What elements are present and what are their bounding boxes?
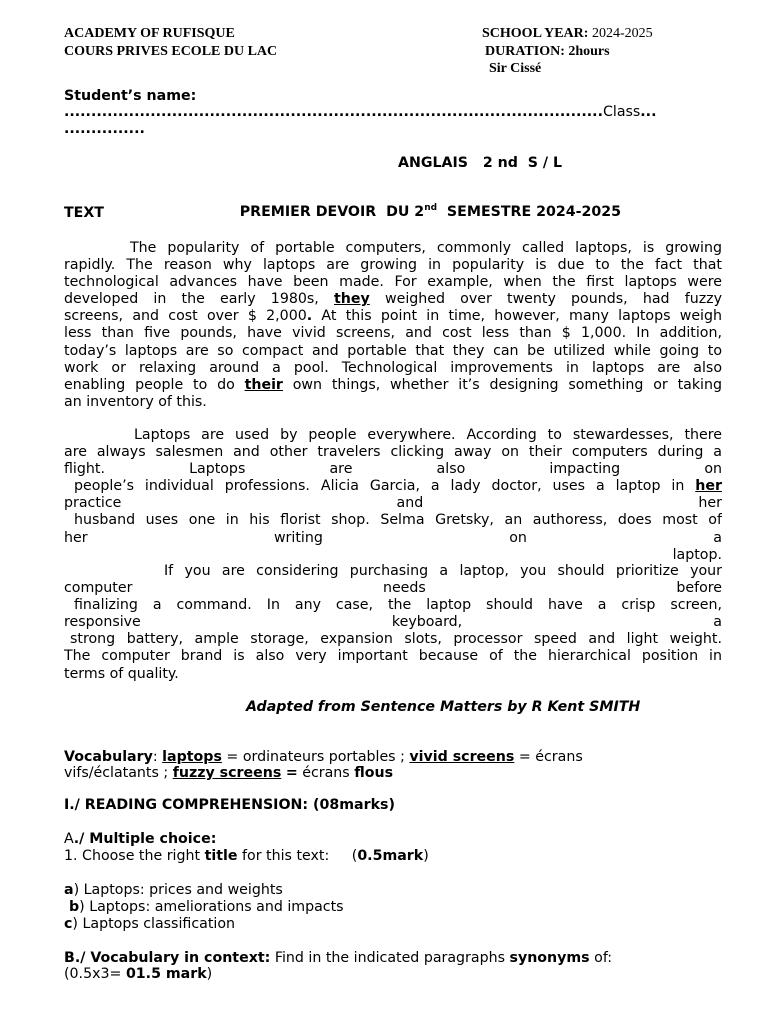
option-b-letter: b — [69, 899, 80, 915]
vocab-word-fuzzy-screens: fuzzy screens — [172, 765, 282, 781]
vocab-def-fuzzy-screens: écrans — [302, 765, 350, 781]
vocabulary-label: Vocabulary — [64, 749, 153, 765]
multiple-choice-heading: ./ Multiple choice: — [73, 831, 217, 847]
p3-line-7: terms of quality. — [64, 665, 179, 682]
option-a-letter: a — [64, 882, 74, 898]
vocabulary-in-context-heading: B./ Vocabulary in context: — [64, 950, 271, 966]
p2-line-7: her writing on a — [64, 529, 722, 546]
p3-line-1: If you are considering purchasing a laptop, you should prioritize your — [164, 563, 722, 579]
duration-value: 2hours — [568, 44, 610, 59]
vocabulary-line-2 — [64, 765, 393, 781]
academy-name: ACADEMY OF RUFISQUE — [64, 26, 235, 41]
p1-line-5 — [64, 308, 722, 325]
p1-line-4 — [64, 291, 722, 308]
p2-line-3: flight. Laptops are also impacting on — [64, 461, 722, 478]
student-name-dots: .................................................................................................... — [64, 104, 603, 120]
p1-line-4-start: developed in the early 1980s, — [64, 291, 319, 308]
option-c — [64, 916, 235, 932]
vocab-word-vivid-screens: vivid screens — [409, 749, 515, 765]
marks-close: ) — [206, 966, 213, 982]
school-year — [482, 26, 653, 42]
p2-line-5: practice and her — [64, 495, 722, 512]
vocab-def-laptops: = ordinateurs portables ; — [226, 749, 405, 765]
multiple-choice-title — [64, 831, 216, 847]
marks-formula: (0.5x3= — [64, 966, 122, 982]
school-name: COURS PRIVES ECOLE DU LAC — [64, 44, 278, 59]
vocabulary-colon: : — [152, 749, 158, 765]
p1-line-5-period: . — [306, 308, 313, 325]
question-1-end: ) — [423, 848, 429, 864]
option-a-text: ) Laptops: prices and weights — [73, 882, 283, 898]
source-citation: Adapted from Sentence Matters by R Kent SMITH — [246, 699, 641, 715]
word-their: their — [244, 376, 283, 393]
paragraph-2 — [64, 427, 722, 564]
question-1 — [64, 848, 429, 864]
p2-line-1: Laptops are used by people everywhere. According to stewardesses, there — [134, 427, 722, 443]
class-dots-continued: ............... — [64, 121, 145, 137]
marks-total: 01.5 mark — [125, 966, 207, 982]
vocabulary-in-context-instruction: Find in the indicated paragraphs — [274, 950, 505, 966]
p1-line-6: less than five pounds, have vivid screens, and cost less than $ 1,000. In addition, — [64, 325, 722, 342]
p1-line-5-start: screens, and cost over $ 2,000 — [64, 308, 307, 325]
p3-line-3: finalizing a command. In any case, the laptop should have a crisp screen, — [74, 597, 722, 614]
vocabulary-in-context — [64, 950, 612, 966]
p1-line-9-start: enabling people to do — [64, 376, 235, 393]
p3-line-6: The computer brand is also very important because of the hierarchical position in — [64, 648, 722, 665]
word-they: they — [334, 291, 370, 308]
vocabulary-in-context-synonyms: synonyms — [509, 950, 590, 966]
multiple-choice-letter: A — [64, 831, 74, 847]
teacher-name: Sir Cissé — [489, 61, 542, 76]
p1-line-2: rapidly. The reason why laptops are growing in popularity is due to the fact that — [64, 257, 722, 274]
p1-line-5-end: At this point in time, however, many laptops weigh — [321, 308, 722, 325]
devoir-title-sup: nd — [424, 203, 438, 213]
option-c-text: ) Laptops classification — [72, 916, 235, 932]
p3-line-2: computer needs before — [64, 580, 722, 597]
class-dots: ... — [640, 104, 657, 120]
devoir-title-semester: SEMESTRE 2024-2025 — [437, 204, 621, 220]
subject-title: ANGLAIS 2 nd S / L — [398, 155, 563, 171]
p2-line-2: are always salesmen and other travelers clicking away on their computers during a — [64, 444, 722, 461]
vocab-def-fuzzy-screens-flous: flous — [354, 765, 394, 781]
question-1-title-word: title — [204, 848, 238, 864]
vocabulary-line-1 — [64, 749, 583, 765]
paragraph-1 — [64, 240, 722, 411]
vocabulary-in-context-of: of: — [594, 950, 613, 966]
p1-line-7: today’s laptops are so compact and portable that they can be utilized while going to — [64, 342, 722, 359]
vocabulary-in-context-marks — [64, 966, 212, 982]
question-1-start: 1. Choose the right — [64, 848, 201, 864]
p3-line-4: responsive keyboard, a — [64, 614, 722, 631]
word-her: her — [695, 478, 722, 495]
p1-line-9 — [64, 377, 722, 394]
option-b-text: ) Laptops: ameliorations and impacts — [79, 899, 344, 915]
p3-line-5: strong battery, ample storage, expansion slots, processor speed and light weight. — [70, 631, 722, 648]
vocab-def-vivid-screens-cont: vifs/éclatants ; — [64, 765, 169, 781]
class-label: Class — [602, 104, 641, 120]
option-c-letter: c — [64, 916, 73, 932]
student-name-label: Student’s name: — [64, 88, 197, 104]
p1-line-1: The popularity of portable computers, commonly called laptops, is growing — [130, 240, 722, 256]
question-1-marks: 0.5mark — [357, 848, 424, 864]
vocab-word-laptops: laptops — [162, 749, 222, 765]
vocab-def-vivid-screens: = écrans — [518, 749, 583, 765]
p1-line-4-end: weighed over twenty pounds, had fuzzy — [384, 291, 722, 308]
p2-line-8: laptop. — [672, 546, 722, 563]
p2-line-6: husband uses one in his florist shop. Selma Gretsky, an authoress, does most of — [74, 512, 722, 529]
paragraph-3 — [64, 563, 722, 683]
p1-line-8: work or relaxing around a pool. Technological improvements in laptops are also — [64, 359, 722, 376]
question-1-mid: for this text: ( — [242, 848, 358, 864]
school-year-value: 2024-2025 — [591, 26, 653, 41]
section-reading-comprehension-title: I./ READING COMPREHENSION: (08marks) — [64, 797, 395, 813]
devoir-title — [220, 188, 621, 236]
devoir-title-main: PREMIER DEVOIR DU 2 — [239, 204, 425, 220]
option-a — [64, 882, 283, 898]
school-year-label: SCHOOL YEAR: — [482, 26, 589, 41]
duration-label: DURATION: — [485, 44, 565, 59]
p1-line-9-end: own things, whether it’s designing something or taking — [292, 376, 722, 393]
p1-line-3: technological advances have been made. For example, when the first laptops were — [64, 274, 722, 291]
p2-line-4 — [64, 478, 722, 495]
p2-line-4-start: people’s individual professions. Alicia Garcia, a lady doctor, uses a laptop in — [74, 478, 685, 495]
vocab-equals: = — [285, 765, 298, 781]
option-b — [69, 899, 344, 915]
text-label: TEXT — [64, 205, 104, 221]
student-name-line — [64, 104, 722, 120]
duration — [485, 44, 610, 60]
p1-line-10: an inventory of this. — [64, 393, 207, 410]
